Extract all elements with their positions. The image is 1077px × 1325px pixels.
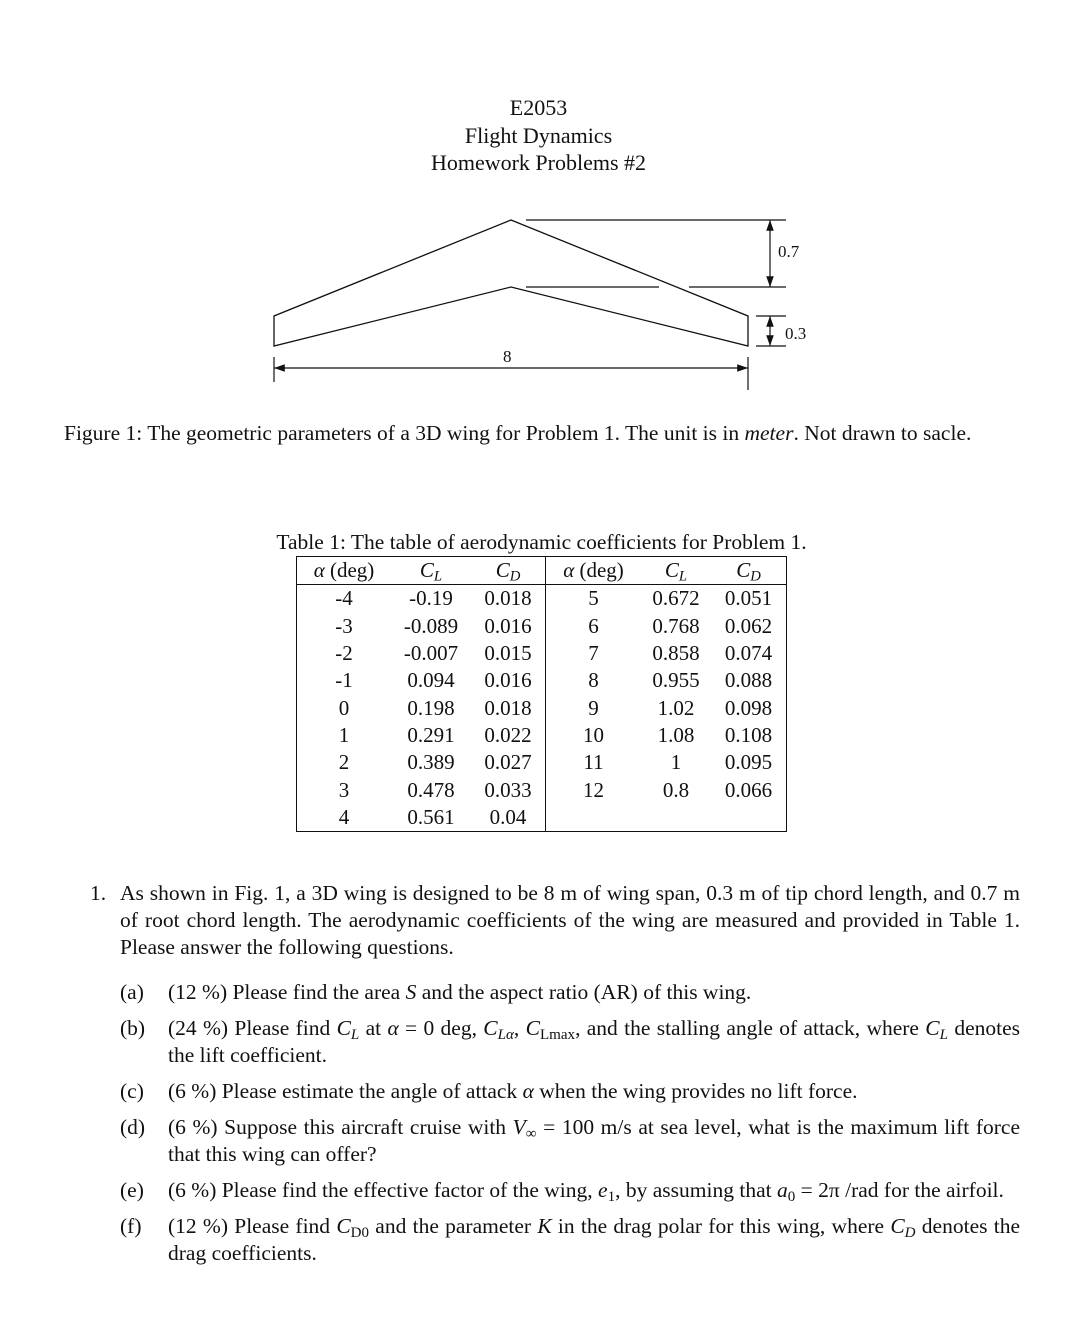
table-caption: Table 1: The table of aerodynamic coefficients for Problem 1. xyxy=(276,530,807,554)
part-a: (a) (12 %) Please find the area S and the aspect ratio (AR) of this wing. xyxy=(120,980,752,1004)
table-row: 1 0.291 0.022 10 1.08 0.108 xyxy=(297,722,787,749)
part-f: (f) (12 %) Please find $C_{D0}$ and the parameter K in the drag polar for this wing, where $C_D$ denotes the drag coefficients. xyxy=(120,1214,1020,1265)
figure-caption: Figure 1: The geometric parameters of a 3D wing for Problem 1. The unit is in meter. Not drawn to sacle. xyxy=(64,421,972,445)
table-row: 4 0.561 0.04 xyxy=(297,804,787,832)
part-c: (c) (6 %) Please estimate the angle of attack α when the wing provides no lift force. xyxy=(120,1079,858,1103)
title-block xyxy=(0,94,1077,177)
table-row: 0 0.198 0.018 9 1.02 0.098 xyxy=(297,694,787,721)
table-row: -4 -0.19 0.018 5 0.672 0.051 xyxy=(297,585,787,613)
tip-chord-label: 0.3 xyxy=(785,324,807,343)
header-cl-1: $C_L$ xyxy=(391,557,471,585)
aerodynamic-coefficients-table xyxy=(296,556,787,832)
problem-intro: As shown in Fig. 1, a 3D wing is designed to be 8 m of wing span, 0.3 m of tip chord length, and 0.7 m of root chord length. The aerodynamic coefficients of the wing are measured and provided in Table 1. Please answer the following questions. xyxy=(120,881,1020,959)
table-row: 2 0.389 0.027 11 1 0.095 xyxy=(297,749,787,776)
table-row: -2 -0.007 0.015 7 0.858 0.074 xyxy=(297,640,787,667)
table-header-row xyxy=(297,557,787,585)
header-alpha-1: α (deg) xyxy=(297,557,392,585)
problem-1 xyxy=(90,880,1020,1276)
table-row: -3 -0.089 0.016 6 0.768 0.062 xyxy=(297,613,787,640)
part-e: (e) (6 %) Please find the effective factor of the wing, $e_1$, by assuming that $a_0 = 2\pi$ /rad for the airfoil. xyxy=(120,1178,1004,1205)
problem-number: 1. xyxy=(90,881,107,905)
table-row: -1 0.094 0.016 8 0.955 0.088 xyxy=(297,667,787,694)
header-alpha-2: α (deg) xyxy=(546,557,642,585)
span-label: 8 xyxy=(503,347,512,366)
part-b: (b) (24 %) Please find $C_L$ at α = 0 deg, $C_{L\alpha}$, $C_{Lmax}$, and the stalling angle of attack, where $C_L$ denotes the lift coefficient. xyxy=(120,1016,1020,1067)
document-title: Homework Problems #2 xyxy=(430,150,647,175)
header-cd-1: $C_D$ xyxy=(471,557,546,585)
header-cd-2: $C_D$ xyxy=(711,557,787,585)
header-cl-2: $C_L$ xyxy=(641,557,711,585)
course-code: E2053 xyxy=(509,95,568,120)
course-name: Flight Dynamics xyxy=(464,122,613,148)
unit-meter: meter xyxy=(744,421,794,445)
part-d: (d) (6 %) Suppose this aircraft cruise with $V_\infty = 100$ m/s at sea level, what is the maximum lift force that this wing can offer? xyxy=(120,1115,1020,1166)
wing-diagram xyxy=(0,200,1077,390)
table-row: 3 0.478 0.033 12 0.8 0.066 xyxy=(297,776,787,803)
problem-parts xyxy=(120,979,1020,1267)
root-chord-label: 0.7 xyxy=(778,242,800,261)
wing-outline xyxy=(274,220,748,346)
